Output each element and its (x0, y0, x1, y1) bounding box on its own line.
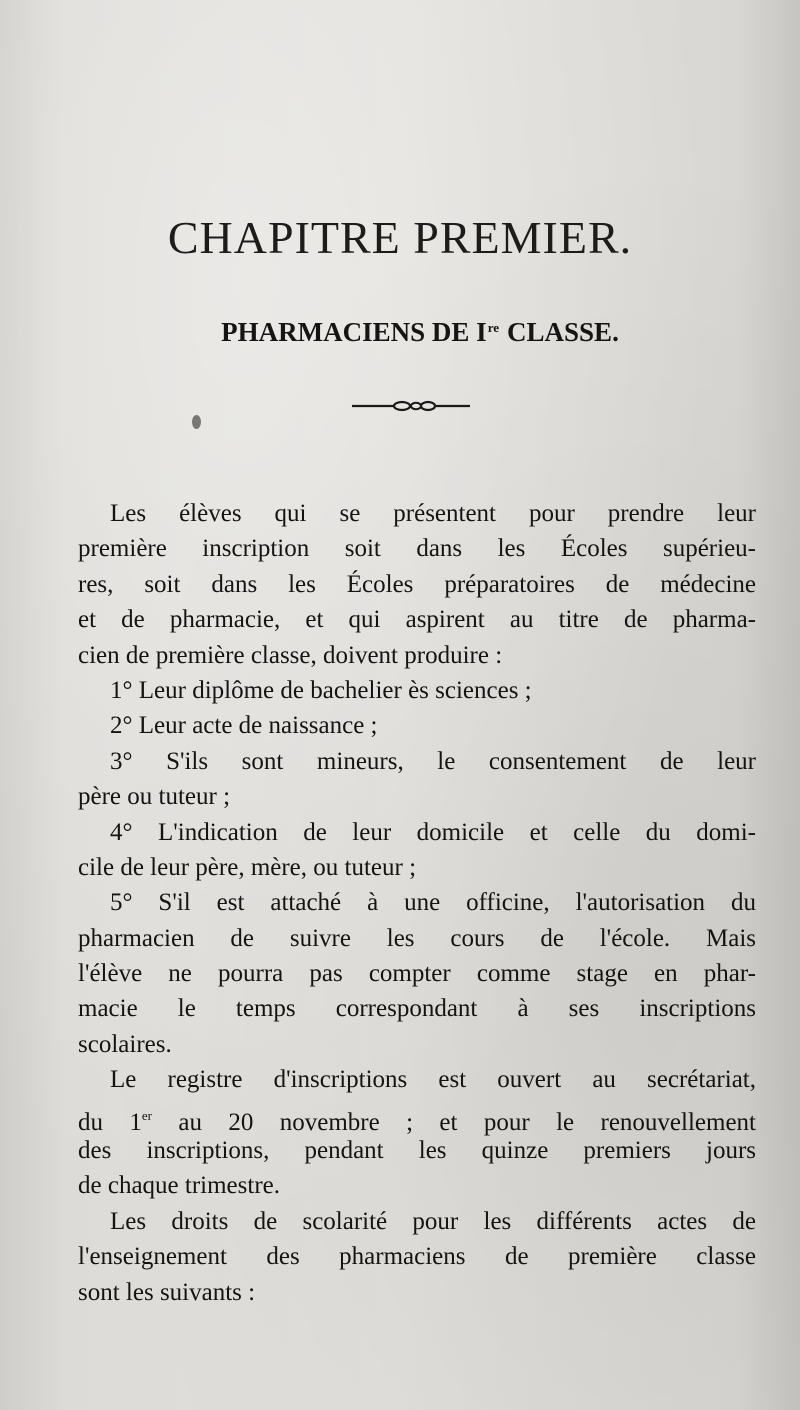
text-line: cile de leur père, mère, ou tuteur ; (78, 853, 417, 881)
text-line: 1° Leur diplôme de bachelier ès sciences ; (110, 676, 532, 704)
text-line: 2° Leur acte de naissance ; (110, 712, 378, 740)
text-line: Les droits de scolarité pour les différents actes de (110, 1207, 756, 1235)
text-line: première inscription soit dans les Écoles supérieu- (78, 535, 756, 563)
text-line: et de pharmacie, et qui aspirent au titre de pharma- (78, 606, 756, 634)
text-line: 5° S'il est attaché à une officine, l'autorisation du (110, 889, 756, 917)
ornamental-divider-icon (350, 396, 472, 416)
text-line: pharmacien de suivre les cours de l'école. Mais (78, 924, 756, 952)
text-line: des inscriptions, pendant les quinze premiers jours (78, 1137, 756, 1165)
text-line (78, 1098, 756, 1136)
text-line: Les élèves qui se présentent pour prendre leur (110, 500, 756, 527)
section-title (0, 310, 800, 350)
text-line: res, soit dans les Écoles préparatoires de médecine (78, 570, 756, 598)
section-title-text-end: CLASSE. (507, 317, 619, 347)
text-line: scolaires. (78, 1030, 172, 1058)
section-title-superscript: re (487, 320, 500, 335)
text-line: de chaque trimestre. (78, 1172, 280, 1200)
text-fragment: au 20 novembre ; et pour le renouvellement (152, 1108, 756, 1136)
text-line: macie le temps correspondant à ses inscriptions (78, 995, 756, 1023)
text-line: père ou tuteur ; (78, 783, 231, 811)
text-line: l'enseignement des pharmaciens de première classe (78, 1243, 756, 1271)
ordinal-superscript: er (141, 1107, 152, 1123)
text-line: cien de première classe, doivent produire : (78, 641, 503, 669)
text-line: 3° S'ils sont mineurs, le consentement de leur (110, 747, 756, 775)
chapter-title: CHAPITRE PREMIER. (167, 212, 633, 263)
text-line: sont les suivants : (78, 1278, 256, 1306)
body-text (78, 496, 756, 1310)
ink-speck (192, 415, 201, 429)
text-line: Le registre d'inscriptions est ouvert au secrétariat, (110, 1066, 756, 1094)
text-line: 4° L'indication de leur domicile et celle du domi- (110, 818, 756, 846)
section-title-text: PHARMACIENS DE I (221, 317, 487, 347)
text-fragment: du 1 (78, 1108, 142, 1136)
text-line: l'élève ne pourra pas compter comme stage en phar- (78, 960, 756, 988)
